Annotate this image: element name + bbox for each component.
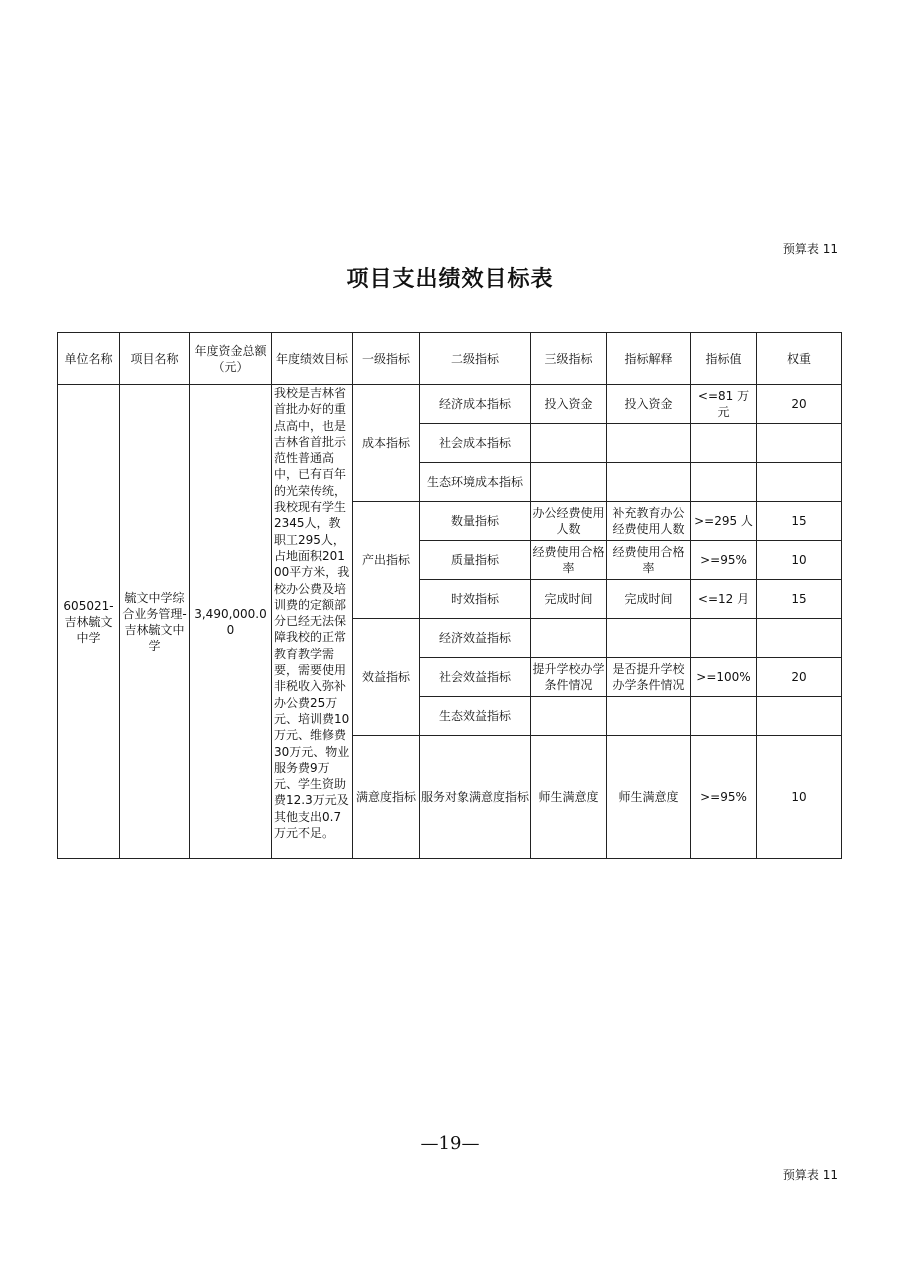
value-cell: <=12 月: [691, 580, 757, 619]
level3-cell: 提升学校办学条件情况: [531, 658, 607, 697]
weight-cell: 15: [757, 502, 842, 541]
level3-cell: 完成时间: [531, 580, 607, 619]
weight-cell: 10: [757, 541, 842, 580]
page-number: —19—: [420, 1133, 480, 1154]
project-name-cell: 毓文中学综合业务管理-吉林毓文中学: [120, 385, 190, 859]
table-header-row: [58, 333, 842, 385]
level1-cell: 产出指标: [353, 502, 420, 619]
explanation-cell: 是否提升学校办学条件情况: [607, 658, 691, 697]
annual-goal-cell: 我校是吉林省首批办好的重点高中，也是吉林省首批示范性普通高中，已有百年的光荣传统，我校现有学生2345人，教职工295人，占地面积20100平方米，我校办公费及培训费的定额部分已经无法保障我校的正常教育教学需要，需要使用非税收入弥补办公费25万元、培训费10万元、维修费30万元、物业服务费9万元、学生资助费12.3万元及其他支出0.7万元不足。: [272, 385, 353, 859]
level2-cell: 社会成本指标: [420, 424, 531, 463]
explanation-cell: [607, 697, 691, 736]
value-cell: >=100%: [691, 658, 757, 697]
column-header: 三级指标: [531, 333, 607, 385]
level3-cell: 经费使用合格率: [531, 541, 607, 580]
level2-cell: 数量指标: [420, 502, 531, 541]
weight-cell: [757, 697, 842, 736]
value-cell: [691, 697, 757, 736]
level1-cell: 满意度指标: [353, 736, 420, 859]
column-header: 年度绩效目标: [272, 333, 353, 385]
column-header: 权重: [757, 333, 842, 385]
value-cell: >=95%: [691, 541, 757, 580]
value-cell: <=81 万元: [691, 385, 757, 424]
value-cell: >=295 人: [691, 502, 757, 541]
level2-cell: 经济效益指标: [420, 619, 531, 658]
weight-cell: 20: [757, 385, 842, 424]
explanation-cell: 补充教育办公经费使用人数: [607, 502, 691, 541]
form-label-top: 预算表 11: [782, 242, 838, 256]
unit-name-cell: 605021-吉林毓文中学: [58, 385, 120, 859]
explanation-cell: [607, 619, 691, 658]
value-cell: [691, 463, 757, 502]
value-cell: >=95%: [691, 736, 757, 859]
level3-cell: 师生满意度: [531, 736, 607, 859]
column-header: 指标值: [691, 333, 757, 385]
level3-cell: [531, 619, 607, 658]
form-label-bottom: 预算表 11: [782, 1168, 838, 1182]
level3-cell: [531, 424, 607, 463]
level3-cell: 投入资金: [531, 385, 607, 424]
column-header: 单位名称: [58, 333, 120, 385]
performance-target-table: [57, 332, 842, 859]
weight-cell: [757, 619, 842, 658]
level1-cell: 成本指标: [353, 385, 420, 502]
level3-cell: [531, 697, 607, 736]
level2-cell: 社会效益指标: [420, 658, 531, 697]
weight-cell: 10: [757, 736, 842, 859]
weight-cell: 15: [757, 580, 842, 619]
explanation-cell: [607, 424, 691, 463]
level2-cell: 生态效益指标: [420, 697, 531, 736]
level2-cell: 质量指标: [420, 541, 531, 580]
weight-cell: [757, 424, 842, 463]
level2-cell: 经济成本指标: [420, 385, 531, 424]
explanation-cell: 完成时间: [607, 580, 691, 619]
explanation-cell: 师生满意度: [607, 736, 691, 859]
level2-cell: 生态环境成本指标: [420, 463, 531, 502]
level3-cell: [531, 463, 607, 502]
level2-cell: 时效指标: [420, 580, 531, 619]
weight-cell: [757, 463, 842, 502]
column-header: 二级指标: [420, 333, 531, 385]
weight-cell: 20: [757, 658, 842, 697]
explanation-cell: 投入资金: [607, 385, 691, 424]
annual-funds-cell: 3,490,000.00: [190, 385, 272, 859]
level1-cell: 效益指标: [353, 619, 420, 736]
column-header: 年度资金总额（元）: [190, 333, 272, 385]
column-header: 项目名称: [120, 333, 190, 385]
column-header: 一级指标: [353, 333, 420, 385]
column-header: 指标解释: [607, 333, 691, 385]
explanation-cell: 经费使用合格率: [607, 541, 691, 580]
explanation-cell: [607, 463, 691, 502]
table-row: [58, 385, 842, 424]
value-cell: [691, 619, 757, 658]
level2-cell: 服务对象满意度指标: [420, 736, 531, 859]
value-cell: [691, 424, 757, 463]
level3-cell: 办公经费使用人数: [531, 502, 607, 541]
page-title: 项目支出绩效目标表: [346, 267, 554, 292]
